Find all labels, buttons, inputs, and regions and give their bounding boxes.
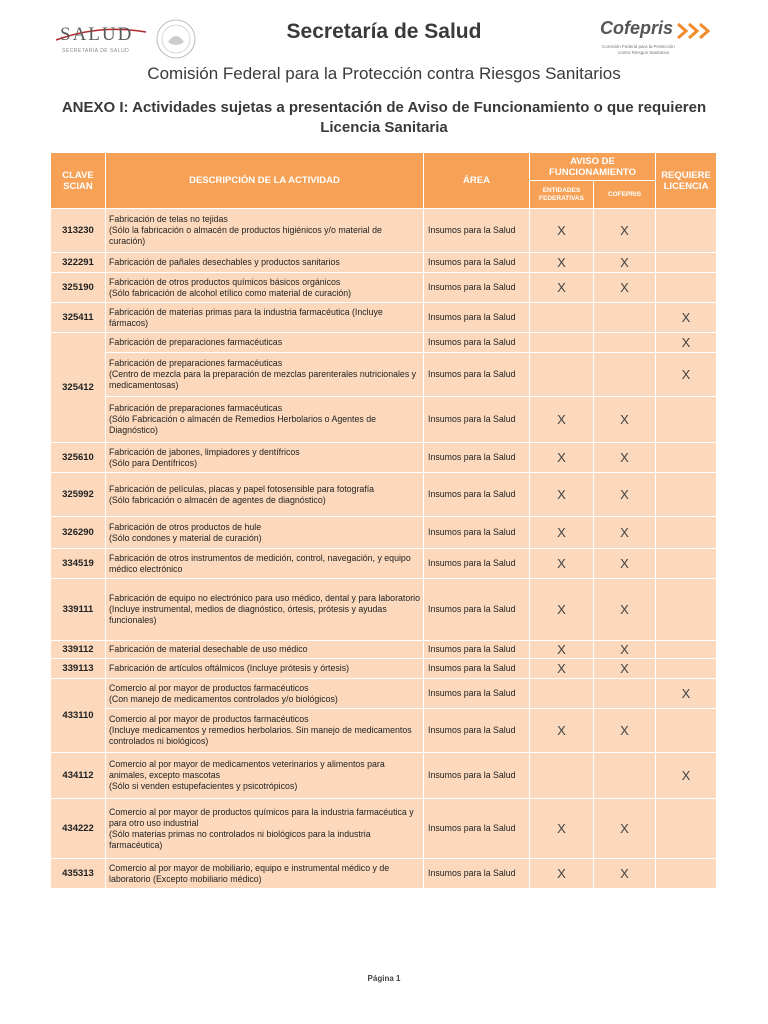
area: Insumos para la Salud	[424, 579, 530, 641]
description-line: Fabricación de preparaciones farmacéuticas	[109, 337, 283, 347]
activities-table	[50, 152, 717, 889]
scian-code: 434112	[51, 753, 106, 799]
licencia-mark	[656, 549, 717, 579]
area: Insumos para la Salud	[424, 353, 530, 397]
cofepris-mark: X	[594, 253, 656, 273]
area: Insumos para la Salud	[424, 303, 530, 333]
entidades-mark	[530, 679, 594, 709]
description-line: Fabricación de otros productos químicos básicos orgánicos	[109, 276, 341, 287]
entidades-mark	[530, 353, 594, 397]
licencia-mark	[656, 443, 717, 473]
description-line: (Sólo condones y material de curación)	[109, 532, 262, 543]
table-body	[51, 209, 717, 889]
entidades-mark: X	[530, 799, 594, 859]
area: Insumos para la Salud	[424, 549, 530, 579]
scian-code: 325412	[51, 333, 106, 443]
scian-code: 325610	[51, 443, 106, 473]
description-line: (Sólo la fabricación o almacén de productos higiénicos y/o material de curación)	[109, 225, 382, 246]
activity-description	[106, 517, 424, 549]
header-entidades: ENTIDADES FEDERATIVAS	[530, 181, 594, 209]
cofepris-mark	[594, 353, 656, 397]
cofepris-logo-text: Cofepris	[600, 18, 674, 38]
cofepris-mark: X	[594, 517, 656, 549]
table-row	[51, 273, 717, 303]
header-clave: CLAVE SCIAN	[51, 153, 106, 209]
table-row	[51, 799, 717, 859]
scian-code: 326290	[51, 517, 106, 549]
licencia-mark	[656, 641, 717, 659]
cofepris-arrows-icon	[676, 22, 716, 40]
entidades-mark: X	[530, 253, 594, 273]
table-row	[51, 473, 717, 517]
table-row	[51, 443, 717, 473]
cofepris-mark: X	[594, 659, 656, 679]
cofepris-mark	[594, 303, 656, 333]
licencia-mark	[656, 253, 717, 273]
description-line: (Incluye medicamentos y remedios herbolarios. Sin manejo de medicamentos controlados ni biológicos)	[109, 725, 412, 746]
area: Insumos para la Salud	[424, 859, 530, 889]
area: Insumos para la Salud	[424, 517, 530, 549]
table-row	[51, 641, 717, 659]
description-line: Fabricación de equipo no electrónico para uso médico, dental y para laboratorio	[109, 593, 421, 603]
licencia-mark	[656, 709, 717, 753]
entidades-mark: X	[530, 473, 594, 517]
scian-code: 334519	[51, 549, 106, 579]
description-line: (Sólo materias primas no controlados ni biológicos para la industria farmacéutica)	[109, 828, 371, 850]
cofepris-mark: X	[594, 397, 656, 443]
licencia-mark	[656, 659, 717, 679]
activity-description	[106, 273, 424, 303]
area: Insumos para la Salud	[424, 641, 530, 659]
scian-code: 322291	[51, 253, 106, 273]
table-row	[51, 753, 717, 799]
cofepris-mark: X	[594, 799, 656, 859]
area: Insumos para la Salud	[424, 443, 530, 473]
table-row	[51, 517, 717, 549]
licencia-mark: X	[656, 303, 717, 333]
entidades-mark: X	[530, 659, 594, 679]
licencia-mark: X	[656, 753, 717, 799]
annex-title: ANEXO I: Actividades sujetas a presentación de Aviso de Funcionamiento o que requieren Licencia Sanitaria	[61, 99, 707, 136]
licencia-mark	[656, 799, 717, 859]
entidades-mark: X	[530, 209, 594, 253]
entidades-mark	[530, 333, 594, 353]
cofepris-mark	[594, 753, 656, 799]
area: Insumos para la Salud	[424, 209, 530, 253]
area: Insumos para la Salud	[424, 799, 530, 859]
activity-description	[106, 443, 424, 473]
entidades-mark: X	[530, 517, 594, 549]
scian-code: 433110	[51, 679, 106, 753]
description-line: (Sólo para Dentífricos)	[109, 457, 198, 468]
description-line: (Sólo fabricación o almacén de agentes de diagnóstico)	[109, 494, 326, 505]
licencia-mark: X	[656, 333, 717, 353]
description-line: Fabricación de preparaciones farmacéuticas	[109, 358, 283, 368]
activity-description	[106, 659, 424, 679]
area: Insumos para la Salud	[424, 659, 530, 679]
cofepris-mark: X	[594, 579, 656, 641]
cofepris-mark: X	[594, 641, 656, 659]
header-licencia: REQUIERE LICENCIA	[656, 153, 717, 209]
activity-description	[106, 333, 424, 353]
area: Insumos para la Salud	[424, 473, 530, 517]
licencia-mark	[656, 859, 717, 889]
description-line: (Centro de mezcla para la preparación de mezclas parenterales nutricionales y medicamentosas)	[109, 369, 417, 390]
area: Insumos para la Salud	[424, 273, 530, 303]
description-line: Comercio al por mayor de productos químicos para la industria farmacéutica y para otro uso industrial	[109, 806, 414, 828]
cofepris-logo	[598, 18, 718, 62]
cofepris-logo-sub-1: Comisión Federal para la Protección	[602, 44, 675, 49]
table-row	[51, 209, 717, 253]
licencia-mark	[656, 209, 717, 253]
cofepris-mark: X	[594, 473, 656, 517]
cofepris-mark	[594, 679, 656, 709]
scian-code: 435313	[51, 859, 106, 889]
description-line: (Incluye instrumental, medios de diagnóstico, órtesis, prótesis y ayudas funcionales)	[109, 604, 387, 625]
page-title: Secretaría de Salud	[286, 20, 482, 43]
area: Insumos para la Salud	[424, 253, 530, 273]
table-row	[51, 709, 717, 753]
table-row	[51, 659, 717, 679]
entidades-mark: X	[530, 397, 594, 443]
description-line: (Con manejo de medicamentos controlados y/o biológicos)	[109, 693, 338, 704]
entidades-mark: X	[530, 859, 594, 889]
table-row	[51, 353, 717, 397]
area: Insumos para la Salud	[424, 397, 530, 443]
description-line: Fabricación de pañales desechables y productos sanitarios	[109, 257, 340, 267]
entidades-mark: X	[530, 641, 594, 659]
area: Insumos para la Salud	[424, 333, 530, 353]
description-line: Comercio al por mayor de medicamentos veterinarios y alimentos para animales, excepto mascotas	[109, 759, 385, 780]
table-row	[51, 679, 717, 709]
activity-description	[106, 253, 424, 273]
licencia-mark	[656, 579, 717, 641]
cofepris-mark: X	[594, 859, 656, 889]
entidades-mark	[530, 303, 594, 333]
licencia-mark	[656, 397, 717, 443]
table-row	[51, 397, 717, 443]
activity-description	[106, 679, 424, 709]
scian-code: 339112	[51, 641, 106, 659]
cofepris-mark	[594, 333, 656, 353]
description-line: Comercio al por mayor de productos farmacéuticos	[109, 682, 309, 693]
header-cofepris: COFEPRIS	[594, 181, 656, 209]
activity-description	[106, 473, 424, 517]
cofepris-mark: X	[594, 273, 656, 303]
description-line: (Sólo si venden estupefacientes y psicotrópicos)	[109, 781, 298, 791]
table-row	[51, 549, 717, 579]
activity-description	[106, 303, 424, 333]
entidades-mark	[530, 753, 594, 799]
activity-description	[106, 709, 424, 753]
page-number: Página 1	[367, 974, 401, 983]
entidades-mark: X	[530, 443, 594, 473]
scian-code: 325411	[51, 303, 106, 333]
activity-description	[106, 209, 424, 253]
page-header	[0, 0, 768, 64]
description-line: Fabricación de jabones, limpiadores y dentífricos	[109, 446, 300, 457]
licencia-mark	[656, 473, 717, 517]
cofepris-mark: X	[594, 709, 656, 753]
area: Insumos para la Salud	[424, 679, 530, 709]
activity-description	[106, 397, 424, 443]
cofepris-mark: X	[594, 209, 656, 253]
scian-code: 313230	[51, 209, 106, 253]
description-line: (Sólo Fabricación o almacén de Remedios Herbolarios o Agentes de Diagnóstico)	[109, 414, 376, 435]
table-row	[51, 333, 717, 353]
licencia-mark	[656, 517, 717, 549]
description-line: Fabricación de otros productos de hule	[109, 521, 262, 532]
description-line: Fabricación de preparaciones farmacéuticas	[109, 403, 283, 413]
salud-logo-text: SALUD	[60, 24, 134, 45]
header-area: ÁREA	[424, 153, 530, 209]
entidades-mark: X	[530, 579, 594, 641]
licencia-mark: X	[656, 679, 717, 709]
header-aviso: AVISO DE FUNCIONAMIENTO	[530, 153, 656, 181]
table-row	[51, 579, 717, 641]
page-subtitle: Comisión Federal para la Protección contra Riesgos Sanitarios	[147, 64, 621, 83]
table-row	[51, 253, 717, 273]
scian-code: 339111	[51, 579, 106, 641]
description-line: Fabricación de material desechable de uso médico	[109, 644, 308, 654]
entidades-mark: X	[530, 273, 594, 303]
scian-code: 325992	[51, 473, 106, 517]
licencia-mark	[656, 273, 717, 303]
description-line: Fabricación de películas, placas y papel fotosensible para fotografía	[109, 483, 375, 494]
activity-description	[106, 753, 424, 799]
description-line: Comercio al por mayor de productos farmacéuticos	[109, 714, 309, 724]
area: Insumos para la Salud	[424, 753, 530, 799]
table-row	[51, 859, 717, 889]
header-descripcion: DESCRIPCIÓN DE LA ACTIVIDAD	[106, 153, 424, 209]
activity-description	[106, 353, 424, 397]
activity-description	[106, 799, 424, 859]
scian-code: 434222	[51, 799, 106, 859]
description-line: Fabricación de materias primas para la industria farmacéutica (Incluye fármacos)	[109, 306, 383, 328]
description-line: Comercio al por mayor de mobiliario, equipo e instrumental médico y de laboratorio (Excepto mobiliario médico)	[109, 862, 390, 884]
area: Insumos para la Salud	[424, 709, 530, 753]
activity-description	[106, 641, 424, 659]
licencia-mark: X	[656, 353, 717, 397]
description-line: Fabricación de artículos oftálmicos (Incluye prótesis y órtesis)	[109, 663, 350, 673]
scian-code: 325190	[51, 273, 106, 303]
description-line: (Sólo fabricación de alcohol etílico como material de curación)	[109, 287, 352, 298]
scian-code: 339113	[51, 659, 106, 679]
cofepris-logo-sub-2: contra Riesgos Sanitarios	[618, 50, 670, 55]
cofepris-mark: X	[594, 549, 656, 579]
salud-logo-subtext: SECRETARÍA DE SALUD	[62, 48, 130, 54]
description-line: Fabricación de telas no tejidas	[109, 214, 228, 224]
activity-description	[106, 859, 424, 889]
activity-description	[106, 579, 424, 641]
entidades-mark: X	[530, 549, 594, 579]
description-line: Fabricación de otros instrumentos de medición, control, navegación, y equipo médico electrónico	[109, 552, 411, 574]
activity-description	[106, 549, 424, 579]
cofepris-mark: X	[594, 443, 656, 473]
entidades-mark: X	[530, 709, 594, 753]
table-row	[51, 303, 717, 333]
